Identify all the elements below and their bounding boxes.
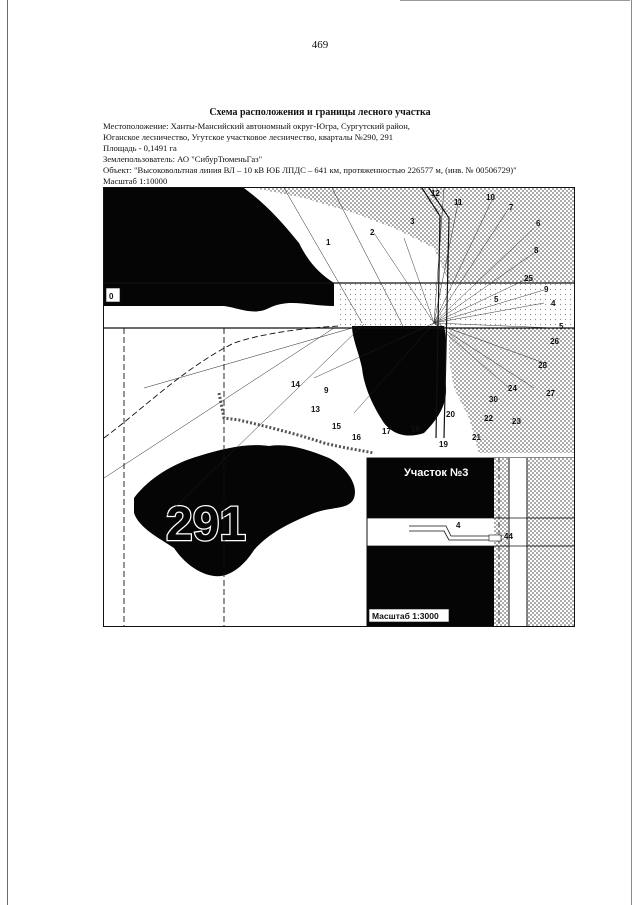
scan-edge-top xyxy=(400,0,630,1)
point-7: 7 xyxy=(509,203,514,212)
point-3: 3 xyxy=(410,217,415,226)
point-8: 8 xyxy=(534,246,539,255)
site-info xyxy=(103,121,517,187)
point-26: 26 xyxy=(550,337,559,346)
quarter-small-number: 0 xyxy=(109,292,114,301)
point-2: 2 xyxy=(370,228,375,237)
point-5-right: 5 xyxy=(559,322,564,331)
point-23: 23 xyxy=(512,417,521,426)
point-6: 6 xyxy=(536,219,541,228)
quarter-number: 291 xyxy=(166,498,247,551)
point-21: 21 xyxy=(472,433,481,442)
inset-title: Участок №3 xyxy=(404,467,469,479)
point-14: 14 xyxy=(291,380,300,389)
site-map xyxy=(103,187,575,627)
point-30: 30 xyxy=(489,395,498,404)
point-15: 15 xyxy=(332,422,341,431)
point-9-lower: 9 xyxy=(324,386,329,395)
point-19: 19 xyxy=(439,440,448,449)
point-25: 25 xyxy=(524,274,533,283)
point-1: 1 xyxy=(326,238,331,247)
inset-point-4: 4 xyxy=(456,521,461,530)
scan-edge-right xyxy=(631,0,632,905)
point-20: 20 xyxy=(446,410,455,419)
point-10: 10 xyxy=(486,193,495,202)
point-17: 17 xyxy=(382,427,391,436)
forestry-line: Юганское лесничество, Угутское участковое лесничество, кварталы №290, 291 xyxy=(103,132,394,142)
inset-scale: Масштаб 1:3000 xyxy=(372,611,439,621)
scan-edge-left xyxy=(7,0,8,905)
inset-map xyxy=(367,458,574,626)
point-18: 18 xyxy=(411,425,420,434)
point-5-upper: 5 xyxy=(494,295,499,304)
inset-point-44: 44 xyxy=(504,532,513,541)
point-28: 28 xyxy=(538,361,547,370)
point-4: 4 xyxy=(551,299,556,308)
document-title: Схема расположения и границы лесного участка xyxy=(209,107,431,118)
grey-strip xyxy=(339,283,574,328)
object-line: Объект: "Высоковольтная линия ВЛ – 10 кВ ЮБ ЛПДС – 641 км, протяженностью 226577 м, (инв. № 00506729)" xyxy=(103,165,517,175)
location-line: Местоположение: Ханты-Мансийский автономный округ-Югра, Сургутский район, xyxy=(103,121,410,131)
point-13: 13 xyxy=(311,405,320,414)
scale-line: Масштаб 1:10000 xyxy=(103,176,168,186)
point-9: 9 xyxy=(544,285,549,294)
dark-area-center xyxy=(352,326,446,436)
dark-area-northwest xyxy=(104,188,334,311)
area-line: Площадь - 0,1491 га xyxy=(103,143,177,153)
power-line-route xyxy=(219,393,374,453)
point-11: 11 xyxy=(454,198,463,207)
land-user-line: Землепользователь: АО "СибурТюменьГаз" xyxy=(103,154,263,164)
point-16: 16 xyxy=(352,433,361,442)
point-12: 12 xyxy=(431,189,440,198)
point-27: 27 xyxy=(546,389,555,398)
point-24: 24 xyxy=(508,384,517,393)
point-22: 22 xyxy=(484,414,493,423)
page-number: 469 xyxy=(311,39,329,51)
